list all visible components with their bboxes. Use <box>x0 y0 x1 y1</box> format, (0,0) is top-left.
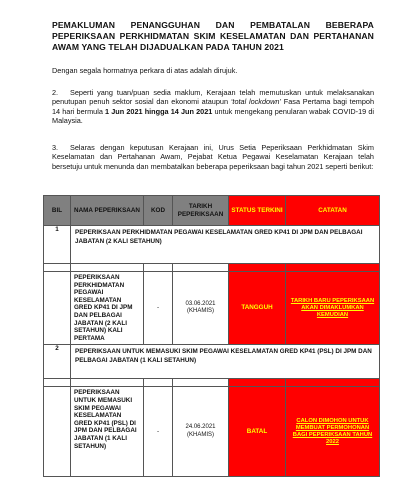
row-date-day: (KHAMIS) <box>187 431 214 438</box>
row-date <box>173 387 229 477</box>
paragraph-text: Seperti yang tuan/puan sedia maklum, Kerajaan telah memutuskan untuk melaksanakan penutupan penuh sektor sosial dan ekonomi ataupun <box>52 88 374 107</box>
table-spacer-row <box>44 379 380 387</box>
document-title: PEMAKLUMAN PENANGGUHAN DAN PEMBATALAN BEBERAPA PEPERIKSAAN PERKHIDMATAN SKIM KESELAMATAN DAN PERTAHANAN AWAM YANG TELAH DIJADUALKAN PADA TAHUN 2021 <box>52 20 374 52</box>
exam-table <box>43 195 380 477</box>
paragraph-text: Fasa Pertama bagi tempoh 14 hari bermula <box>52 97 375 116</box>
group-title: PEPERIKSAAN PERKHIDMATAN PEGAWAI KESELAMATAN GRED KP41 DI JPM DAN PELBAGAI JABATAN (2 KALI SETAHUN) <box>71 226 380 264</box>
row-date <box>173 272 229 345</box>
header-kod: KOD <box>144 196 173 226</box>
spacer-cell <box>229 264 286 272</box>
header-catatan: CATATAN <box>286 196 380 226</box>
spacer-cell <box>144 379 173 387</box>
paragraph-italic: ‘total lockdown’ <box>230 97 282 107</box>
spacer-cell <box>71 264 144 272</box>
row-note: CALON DIMOHON UNTUK MEMBUAT PERMOHONAN BAGI PEPERIKSAAN TAHUN 2022 <box>286 387 380 477</box>
spacer-cell <box>71 379 144 387</box>
row-name: PEPERIKSAAN PERKHIDMATAN PEGAWAI KESELAMATAN GRED KP41 DI JPM DAN PELBAGAI JABATAN (2 KALI SETAHUN) KALI PERTAMA <box>71 272 144 345</box>
row-bil <box>44 272 71 345</box>
group-number: 1 <box>44 226 71 264</box>
row-name: PEPERIKSAAN UNTUK MEMASUKI SKIM PEGAWAI KESELAMATAN GRED KP41 (PSL) DI JPM DAN PELBAGAI JABATAN (1 KALI SETAHUN) <box>71 387 144 477</box>
paragraph-bold-dates: 1 Jun 2021 hingga 14 Jun 2021 <box>105 106 213 116</box>
table-row <box>44 387 380 477</box>
spacer-cell <box>44 264 71 272</box>
paragraph-number: 2. <box>52 88 59 97</box>
paragraph-number: 3. <box>52 143 59 152</box>
row-date-day: (KHAMIS) <box>187 308 214 315</box>
spacer-cell <box>286 264 380 272</box>
row-bil <box>44 387 71 477</box>
table-group-row <box>44 226 380 264</box>
header-nama: NAMA PEPERIKSAAN <box>71 196 144 226</box>
spacer-cell <box>144 264 173 272</box>
row-kod: - <box>144 387 173 477</box>
spacer-cell <box>44 379 71 387</box>
paragraph-text: Selaras dengan keputusan Kerajaan ini, Urus Setia Peperiksaan Perkhidmatan Skim Keselamatan dan Pertahanan Awam, Pejabat Ketua Pegawai Keselamatan Kerajaan telah bersetuju untuk menunda dan membatalkan beberapa peperiksaan bagi tahun 2021 seperti berikut: <box>52 143 374 171</box>
paragraph-3 <box>52 143 374 171</box>
header-tarikh: TARIKH PEPERIKSAAN <box>173 196 229 226</box>
group-number: 2 <box>44 345 71 379</box>
header-bil: BIL <box>44 196 71 226</box>
row-note: TARIKH BARU PEPERIKSAAN AKAN DIMAKLUMKAN KEMUDIAN <box>286 272 380 345</box>
spacer-cell <box>173 264 229 272</box>
row-kod: - <box>144 272 173 345</box>
greeting-paragraph: Dengan segala hormatnya perkara di atas adalah dirujuk. <box>52 66 238 75</box>
row-status: BATAL <box>229 387 286 477</box>
spacer-cell <box>173 379 229 387</box>
row-date-value: 03.06.2021 <box>185 300 216 307</box>
spacer-cell <box>229 379 286 387</box>
header-status: STATUS TERKINI <box>229 196 286 226</box>
table-header-row <box>44 196 380 226</box>
table-spacer-row <box>44 264 380 272</box>
table-row <box>44 272 380 345</box>
group-title: PEPERIKSAAN UNTUK MEMASUKI SKIM PEGAWAI KESELAMATAN GRED KP41 (PSL) DI JPM DAN PELBAGAI JABATAN (1 KALI SETAHUN) <box>71 345 380 379</box>
paragraph-2 <box>52 88 374 126</box>
table-group-row <box>44 345 380 379</box>
paragraph-text: untuk mengekang penularan wabak COVID-19 di Malaysia. <box>52 106 374 126</box>
spacer-cell <box>286 379 380 387</box>
row-date-value: 24.06.2021 <box>185 424 216 431</box>
row-status: TANGGUH <box>229 272 286 345</box>
